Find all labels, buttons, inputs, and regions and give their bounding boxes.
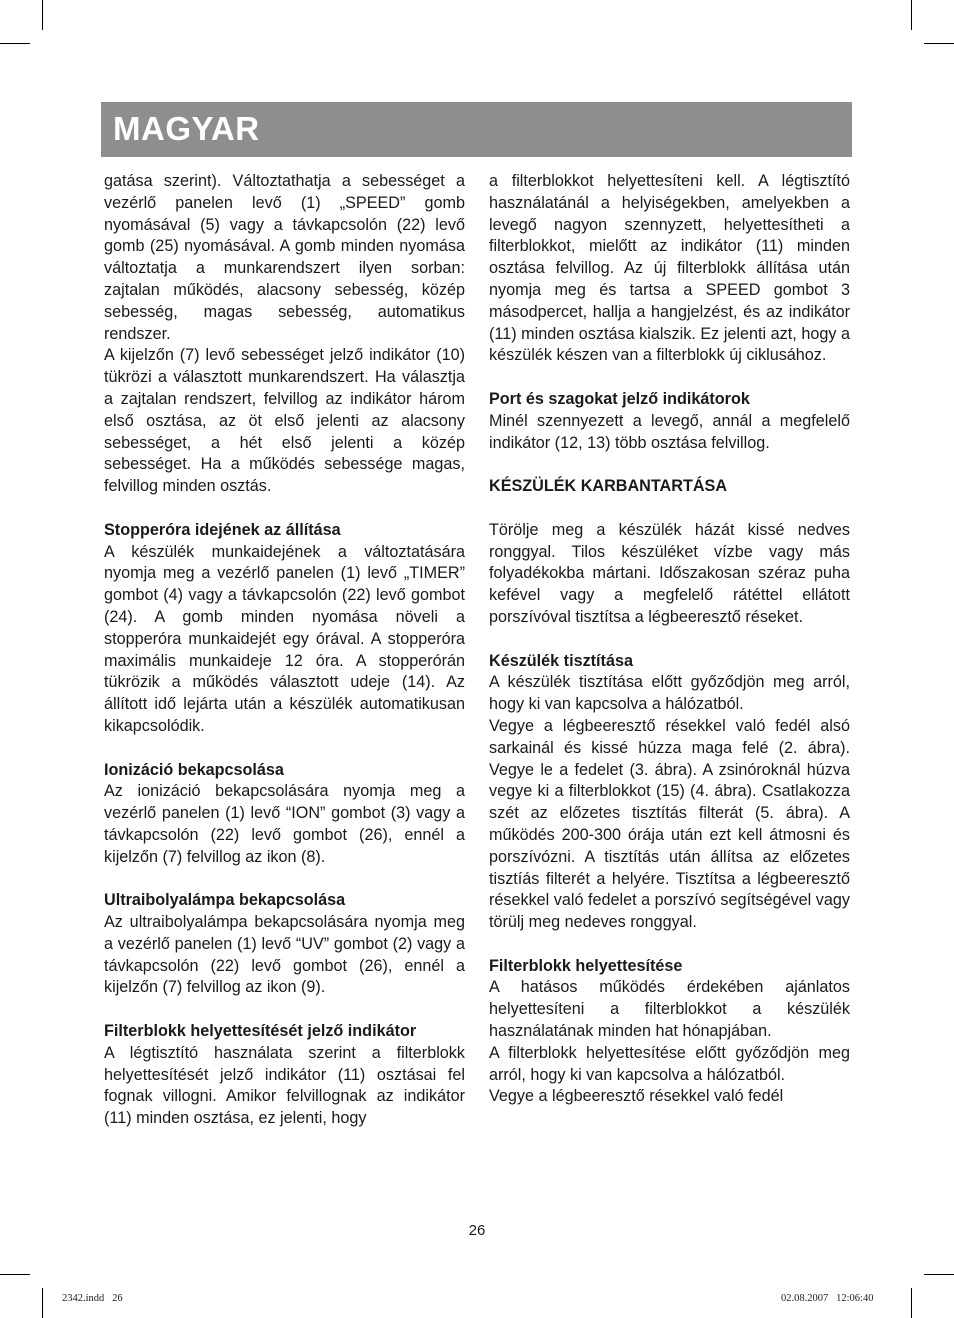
section-heading-filter-indicator: Filterblokk helyettesítését jelző indikátor	[104, 1022, 417, 1041]
language-banner	[101, 102, 852, 157]
crop-mark	[924, 43, 954, 44]
page-number: 26	[468, 1222, 486, 1239]
paragraph: A légtisztító használata szerint a filterblokk helyettesítését jelző indikátor (11) osztásai fel fognak villogni. Amikor felvillognak az indikátor (11) minden osztása, ez jelenti, hogy	[104, 1043, 465, 1128]
paragraph: Vegye a légbeeresztő résekkel való fedél	[489, 1087, 784, 1106]
paragraph: Törölje meg a készülék házát kissé nedves ronggyal. Tilos készüléket vízbe vagy más folyadékokba mártani. Időszakosan széraz puha kefével vagy a megfelelő rátéttel ellátott porszívóval tisztítsa a légbeeresztő réseket.	[489, 520, 850, 626]
section-heading-dust-odor: Port és szagokat jelző indikátorok	[489, 389, 750, 408]
paragraph: A filterblokk helyettesítése előtt győződjön meg arról, hogy ki van kapcsolva a hálózatból.	[489, 1043, 850, 1084]
crop-mark	[42, 0, 43, 30]
paragraph: Vegye a légbeeresztő résekkel való fedél alsó sarkainál és kissé húzza maga felé (2. ábra). Vegye le a fedelet (3. ábra). A zsinóroknál húzva vegye ki a filterblokkot (15) (4. ábra). Csatlakozza szét az előzetes tisztítás filterát (5. ábra). A működés 200-300 órája után ezt kell átmosni és porszívózni. A tisztítás után állítsa az előzetes tisztíás filterét a helyére. Tisztítsa a légbeeresztő résekkel való fedelet a porszívó segítségével vagy törülj meg nedeves ronggyal.	[489, 716, 850, 932]
print-slug-file: 2342.indd 26	[62, 1293, 123, 1304]
page-title: MAGYAR	[113, 110, 260, 147]
section-heading-cleaning: Készülék tisztítása	[489, 651, 633, 670]
paragraph: Az ultraibolyalámpa bekapcsolására nyomja meg a vezérlő panelen (1) levő “UV” gombot (2) vagy a távkapcsolón (22) levő gombot (26), ennél a kijelzőn (7) felvillog az ikon (9).	[104, 913, 465, 997]
crop-mark	[911, 1288, 912, 1318]
paragraph: Minél szennyezett a levegő, annál a megfelelő indikátor (12, 13) több osztása felvillog.	[489, 411, 850, 452]
left-column	[104, 171, 465, 1130]
crop-mark	[924, 1274, 954, 1275]
section-heading-filter-replacement: Filterblokk helyettesítése	[489, 956, 683, 975]
paragraph: A hatásos működés érdekében ajánlatos helyettesíteni a filterblokkot a készülék használatának minden hat hónapjában.	[489, 978, 850, 1041]
paragraph: a filterblokkot helyettesíteni kell. A légtisztító használatánál a helyiségekben, amelyekben a levegő nagyon szennyzett, helyettesítheti a filterblokkot, mielőtt az indikátor (11) minden osztása felvillog. Az új filterblokk állítása után nyomja meg és tartsa a SPEED gombot 3 másodpercet, hallja a hangjelzést, és az indikátor (11) minden osztása kialszik. Ez jelenti azt, hogy a készülék készen van a filterblokk új ciklusához.	[489, 172, 850, 365]
paragraph: gatása szerint). Változtathatja a sebességet a vezérlő panelen levő (1) „SPEED” gomb nyomásával (5) vagy a távkapcsolón (22) levő gomb (25) nyomásával. A gomb minden nyomása változtatja a munkarendszert ilyen sorban: zajtalan működés, alacsony sebesség, közép sebesség, magas sebesség, automatikus rendszer.	[104, 172, 465, 343]
section-heading-uv-lamp: Ultraibolyalámpa bekapcsolása	[104, 891, 346, 910]
paragraph: Az ionizáció bekapcsolására nyomja meg a vezérlő panelen (1) levő “ION” gombot (3) vagy a távkapcsolón (22) levő gombot (26), ennél a kijelzőn (7) felvillog az ikon (8).	[104, 782, 465, 866]
crop-mark	[42, 1288, 43, 1318]
section-heading-ionization: Ionizáció bekapcsolása	[104, 760, 284, 779]
paragraph: A készülék tisztítása előtt győződjön meg arról, hogy ki van kapcsolva a hálózatból.	[489, 673, 850, 714]
print-slug-date: 02.08.2007 12:06:40	[781, 1293, 874, 1304]
section-heading-maintenance: KÉSZÜLÉK KARBANTARTÁSA	[489, 477, 728, 496]
paragraph: A készülék munkaidejének a változtatására nyomja meg a vezérlő panelen (1) levő „TIMER” gombot (4) vagy a távkapcsolón (22) levő gombot (24). A gomb minden nyomása növeli a stopperóra munkaidejét egy órával. A stopperóra maximális munkaideje 12 óra. A stopperórán tükrözik a működés választott udeje (14). Az állított idő lejárta után a készülék automatikusan kikapcsolódik.	[104, 542, 465, 735]
right-column	[489, 171, 850, 1108]
crop-mark	[911, 0, 912, 30]
paragraph: A kijelzőn (7) levő sebességet jelző indikátor (10) tükrözi a választott munkarendszert. Ha választja a zajtalan rendszert, felvillog az indikátor három első osztása, az öt első jelenti az alacsony sebességet, a hét első jelenti a közép sebességet. Ha a működés sebessége magas, felvillog minden osztás.	[104, 346, 465, 496]
crop-mark	[0, 43, 30, 44]
section-heading-timer: Stopperóra idejének az állítása	[104, 520, 341, 539]
crop-mark	[0, 1274, 30, 1275]
